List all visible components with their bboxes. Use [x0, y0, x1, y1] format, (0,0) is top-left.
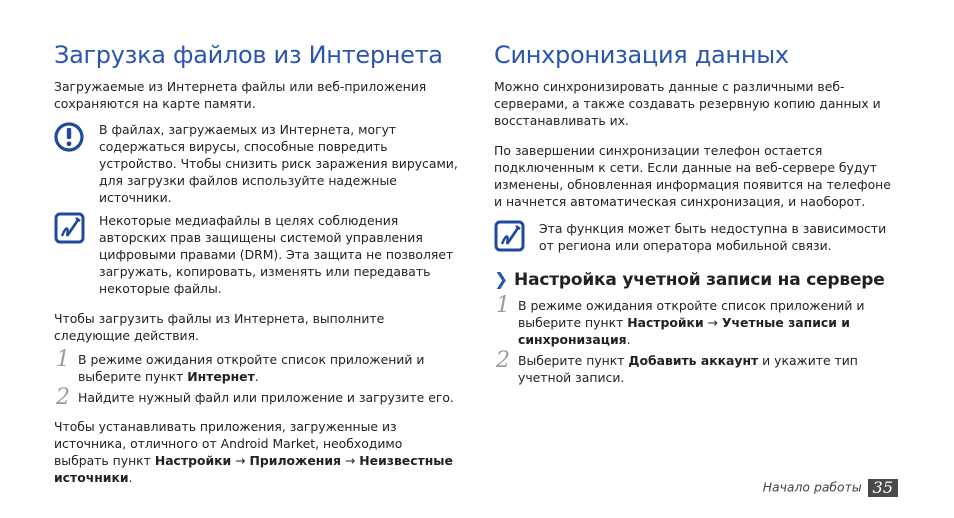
right-column — [494, 40, 894, 398]
step-item — [494, 348, 894, 386]
subsection-title-server-account: ❯ Настройка учетной записи на сервере — [494, 270, 885, 290]
sync-description: По завершении синхронизации телефон остается подключенным к сети. Если данные на веб-сервере будут изменены, обновленная информация появится на телефоне и начнется автоматическая синхронизация, и наоборот. — [494, 143, 891, 209]
menu-path-applications: Приложения — [249, 453, 341, 468]
arrow-icon: → — [344, 453, 356, 468]
note-block-region — [494, 220, 894, 254]
step-number: 2 — [496, 348, 510, 373]
note-pencil-icon — [494, 220, 530, 254]
account-steps — [494, 293, 894, 386]
drm-note-text: Некоторые медиафайлы в целях соблюдения авторских прав защищены системой управления цифровыми правами (DRM). Эта защита не позволяет загружать, копировать, изменять или передавать некоторые файлы. — [99, 213, 454, 296]
warning-text: В файлах, загружаемых из Интернета, могут содержаться вирусы, способные повредить устройство. Чтобы снизить риск заражения вирусами, для загрузки файлов используйте надежные источники. — [99, 122, 458, 205]
step-number: 1 — [56, 347, 70, 372]
step-text: Найдите нужный файл или приложение и загрузите его. — [78, 390, 454, 405]
downloads-intro: Загружаемые из Интернета файлы или веб-приложения сохраняются на карте памяти. — [54, 79, 427, 111]
page-footer — [700, 477, 898, 495]
menu-item-add-account: Добавить аккаунт — [628, 353, 759, 368]
step-text: Выберите пункт Добавить аккаунт и укажите тип учетной записи. — [518, 353, 858, 385]
downloads-lead: Чтобы загрузить файлы из Интернета, выполните следующие действия. — [54, 311, 385, 343]
menu-path-settings: Настройки — [154, 453, 232, 468]
step-number: 1 — [496, 293, 510, 318]
left-column — [54, 40, 459, 486]
arrow-icon: → — [235, 453, 246, 468]
step-item — [494, 293, 894, 348]
step-number: 2 — [56, 385, 70, 410]
note-block-drm — [54, 212, 459, 297]
section-title-sync: Синхронизация данных — [494, 41, 789, 69]
unknown-sources-paragraph: Чтобы устанавливать приложения, загруженные из источника, отличного от Android Market, необходимо выбрать пункт Настройки → Приложения → Неизвестные источники. — [54, 419, 453, 485]
menu-path-unknown-sources: Неизвестные источники — [54, 453, 453, 485]
page-number: 35 — [868, 479, 898, 497]
warning-block — [54, 121, 459, 206]
region-note-text: Эта функция может быть недоступна в зависимости от региона или оператора мобильной связи. — [539, 221, 887, 253]
step-text: В режиме ожидания откройте список приложений и выберите пункт Настройки → Учетные записи и синхронизация. — [518, 298, 865, 347]
download-steps — [54, 347, 459, 410]
step-item — [54, 385, 459, 410]
chevron-right-icon: ❯ — [494, 270, 509, 290]
section-title-downloads: Загрузка файлов из Интернета — [54, 41, 443, 69]
section-label: Начало работы — [762, 479, 862, 495]
sync-intro: Можно синхронизировать данные с различными веб-серверами, а также создавать резервную копию данных и восстанавливать их. — [494, 79, 881, 128]
arrow-icon: → — [707, 315, 718, 330]
step-item — [54, 347, 459, 385]
menu-path-settings: Настройки — [627, 315, 704, 330]
warning-exclamation-icon — [54, 121, 90, 155]
menu-path-accounts-sync: Учетные записи и синхронизация — [518, 315, 850, 347]
note-pencil-icon — [54, 212, 90, 246]
step-text: В режиме ожидания откройте список приложений и выберите пункт Интернет. — [78, 352, 425, 384]
menu-item-internet: Интернет — [187, 369, 255, 384]
